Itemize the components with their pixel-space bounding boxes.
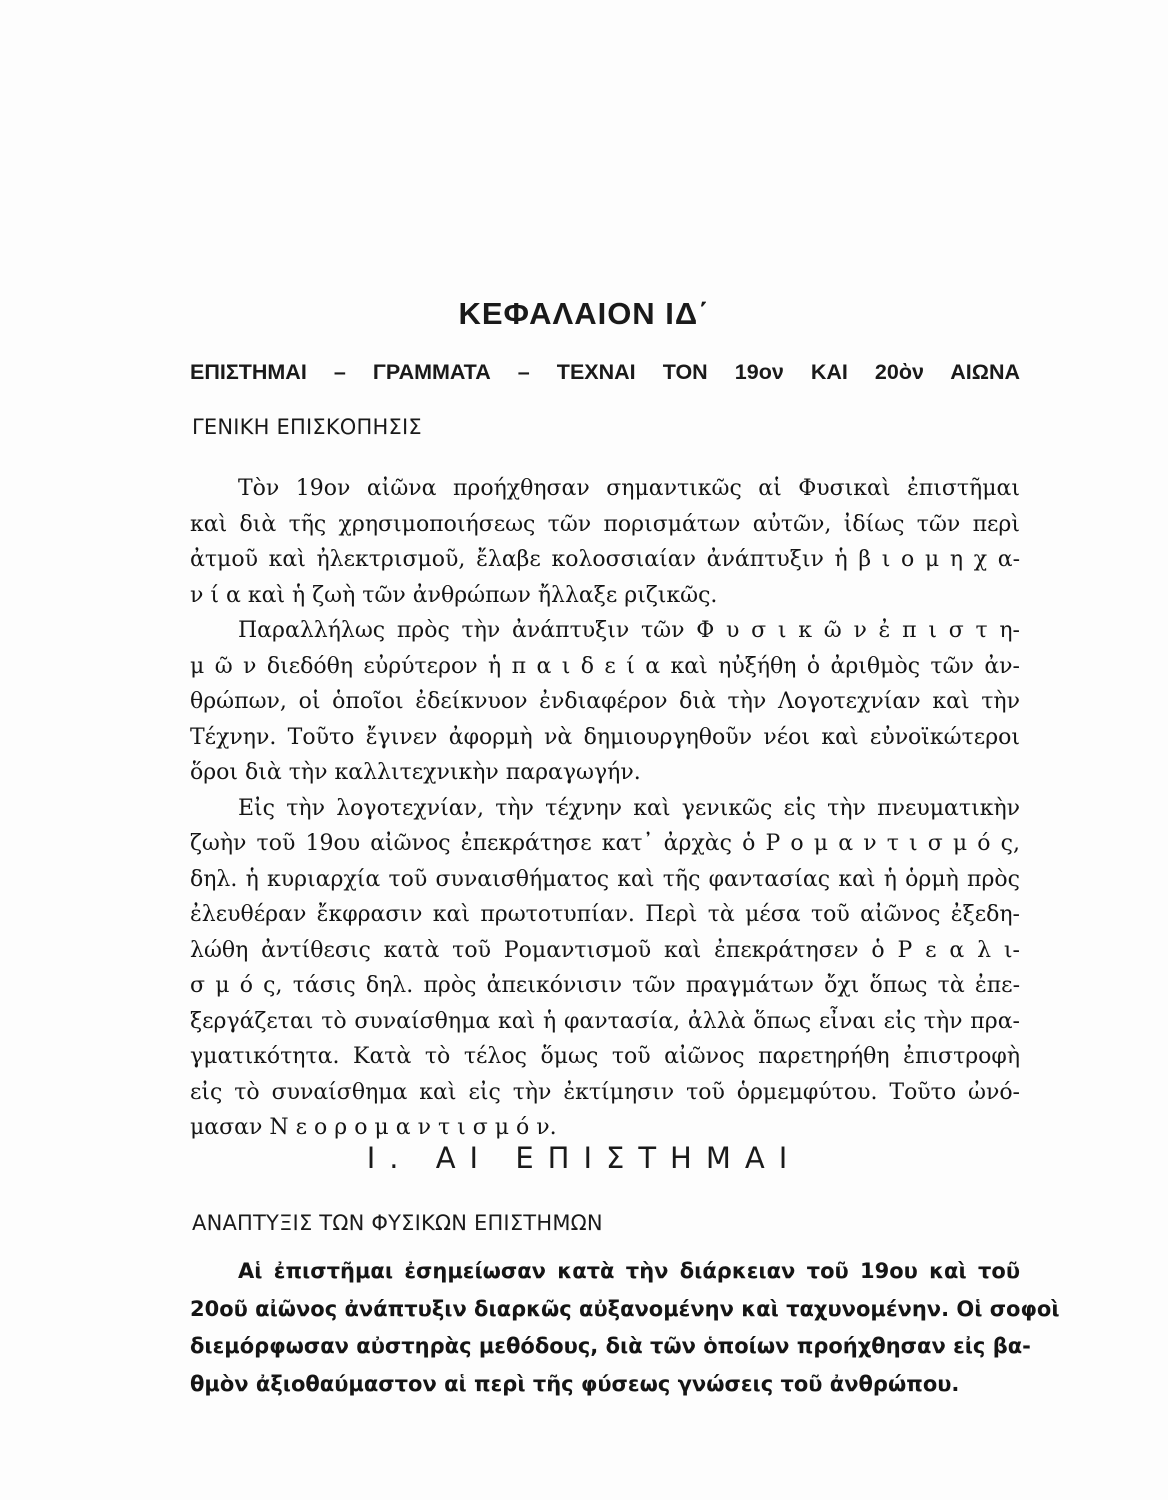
chapter-title: ΚΕΦΑΛΑΙΟΝ ΙΔ΄ <box>458 296 710 331</box>
paragraph-line: δηλ. ἡ κυριαρχία τοῦ συναισθήματος καὶ τῆς φαντασίας καὶ ἡ ὁρμὴ πρὸς <box>190 866 1020 892</box>
paragraph-line: μ ῶ ν διεδόθη εὐρύτερον ἡ π α ι δ ε ί α καὶ ηὐξήθη ὁ ἀριθμὸς τῶν ἀν- <box>190 653 1020 679</box>
paragraph-line: λώθη ἀντίθεσις κατὰ τοῦ Ρομαντισμοῦ καὶ ἐπεκράτησεν ὁ Ρ ε α λ ι- <box>190 937 1020 963</box>
paragraph-line: ν ί α καὶ ἡ ζωὴ τῶν ἀνθρώπων ἤλλαξε ριζικῶς. <box>190 582 718 608</box>
paragraph-line: μασαν Ν ε ο ρ ο μ α ν τ ι σ μ ό ν. <box>190 1115 557 1140</box>
sciences-subheading: ΑΝΑΠΤΥΞΙΣ ΤΩΝ ΦΥΣΙΚΩΝ ΕΠΙΣΤΗΜΩΝ <box>192 1211 603 1235</box>
paragraph-line: θμὸν ἀξιοθαύμαστον αἱ περὶ τῆς φύσεως γνώσεις τοῦ ἀνθρώπου. <box>190 1371 960 1396</box>
paragraph-line: ἀτμοῦ καὶ ἠλεκτρισμοῦ, ἔλαβε κολοσσιαίαν ἀνάπτυξιν ἡ β ι ο μ η χ α- <box>190 547 1020 572</box>
paragraph-line: Τὸν 19ον αἰῶνα προήχθησαν σημαντικῶς αἱ Φυσικαὶ ἐπιστῆμαι <box>238 476 1020 501</box>
paragraph-line: Εἰς τὴν λογοτεχνίαν, τὴν τέχνην καὶ γενικῶς εἰς τὴν πνευματικὴν <box>238 795 1020 821</box>
sciences-body <box>190 1253 1060 1403</box>
paragraph-line: Παραλλήλως πρὸς τὴν ἀνάπτυξιν τῶν Φ υ σ ι κ ῶ ν ἐ π ι σ τ η- <box>238 618 1020 643</box>
paragraph-line: γματικότητα. Κατὰ τὸ τέλος ὅμως τοῦ αἰῶνος παρετηρήθη ἐπιστροφὴ <box>190 1044 1020 1069</box>
paragraph-line: ζωὴν τοῦ 19ου αἰῶνος ἐπεκράτησε κατ᾽ ἀρχὰς ὁ Ρ ο μ α ν τ ι σ μ ό ς, <box>190 831 1020 856</box>
overview-body <box>190 471 1020 1146</box>
paragraph-line: θρώπων, οἱ ὁποῖοι ἐδείκνυον ἐνδιαφέρον διὰ τὴν Λογοτεχνίαν καὶ τὴν <box>190 689 1020 714</box>
paragraph-line: ἐλευθέραν ἔκφρασιν καὶ πρωτοτυπίαν. Περὶ τὰ μέσα τοῦ αἰῶνος ἐξεδη- <box>190 902 1020 927</box>
chapter-subtitle: ΕΠΙΣΤΗΜΑΙ – ΓΡΑΜΜΑΤΑ – ΤΕΧΝΑΙ ΤΟΝ 19ον ΚΑΙ 20ὸν ΑΙΩΝΑ <box>190 360 1020 384</box>
paragraph-line: Τέχνην. Τοῦτο ἔγινεν ἀφορμὴ νὰ δημιουργηθοῦν νέοι καὶ εὐνοϊκώτεροι <box>190 724 1020 750</box>
overview-heading: ΓΕΝΙΚΗ ΕΠΙΣΚΟΠΗΣΙΣ <box>192 415 422 439</box>
paragraph-line: καὶ διὰ τῆς χρησιμοποιήσεως τῶν πορισμάτων αὐτῶν, ἰδίως τῶν περὶ <box>190 511 1020 537</box>
paragraph-line: σ μ ό ς, τάσις δηλ. πρὸς ἀπεικόνισιν τῶν πραγμάτων ὄχι ὅπως τὰ ἐπε- <box>190 973 1020 998</box>
sciences-heading: Ι. ΑΙ ΕΠΙΣΤΗΜΑΙ <box>366 1141 802 1175</box>
paragraph-line: εἰς τὸ συναίσθημα καὶ εἰς τὴν ἐκτίμησιν τοῦ ὁρμεμφύτου. Τοῦτο ὠνό- <box>190 1079 1020 1105</box>
paragraph-line: ὅροι διὰ τὴν καλλιτεχνικὴν παραγωγήν. <box>190 760 641 785</box>
paragraph-line: ξεργάζεται τὸ συναίσθημα καὶ ἡ φαντασία, ἀλλὰ ὅπως εἶναι εἰς τὴν πρα- <box>190 1008 1020 1034</box>
paragraph-line: Αἱ ἐπιστῆμαι ἐσημείωσαν κατὰ τὴν διάρκειαν τοῦ 19ου καὶ τοῦ <box>238 1259 1020 1283</box>
paragraph-line: 20οῦ αἰῶνος ἀνάπτυξιν διαρκῶς αὐξανομένην καὶ ταχυνομένην. Οἱ σοφοὶ <box>190 1296 1060 1321</box>
paragraph-line: διεμόρφωσαν αὐστηρὰς μεθόδους, διὰ τῶν ὁποίων προήχθησαν εἰς βα- <box>190 1334 1031 1358</box>
